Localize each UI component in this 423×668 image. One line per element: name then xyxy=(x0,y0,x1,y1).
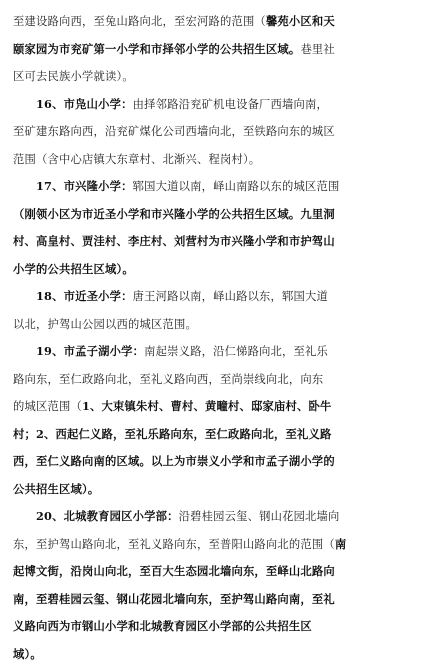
text-segment: 范围（含中心店镇大东章村、北渐兴、程岗村）。 xyxy=(13,153,260,166)
bold-text-segment: 19、市孟子湖小学： xyxy=(13,344,144,358)
text-line xyxy=(13,118,410,146)
text-line xyxy=(13,8,410,36)
bold-text-segment: 域）。 xyxy=(13,647,42,661)
text-line xyxy=(13,146,410,174)
text-line xyxy=(13,91,410,119)
text-line xyxy=(13,503,410,531)
text-segment: 的城区范围（ xyxy=(13,400,82,413)
text-line xyxy=(13,228,410,256)
text-segment: 巷里社 xyxy=(300,43,335,56)
text-line xyxy=(13,641,410,668)
text-segment: 至矿建东路向西，沿兖矿煤化公司西墙向北，至铁路向东的城区 xyxy=(13,125,335,138)
text-line xyxy=(13,448,410,476)
bold-text-segment: 16、市凫山小学： xyxy=(13,97,133,111)
text-line xyxy=(13,558,410,586)
text-segment: 以北，护驾山公园以西的城区范围。 xyxy=(13,318,197,331)
text-segment: 区可去民族小学就读）。 xyxy=(13,70,134,83)
text-line xyxy=(13,613,410,641)
bold-text-segment: 1、大束镇朱村、曹村、黄疃村、邸家庙村、卧牛 xyxy=(82,399,332,413)
bold-text-segment: 西，至仁义路向南的区域。以上为市崇义小学和市孟子湖小学的 xyxy=(13,454,335,468)
text-segment: 郓国大道以南，峄山南路以东的城区范围 xyxy=(133,180,340,193)
bold-text-segment: 17、市兴隆小学： xyxy=(13,179,133,193)
text-line xyxy=(13,201,410,229)
bold-text-segment: 义路向西为市钢山小学和北城教育园区小学部的公共招生区 xyxy=(13,619,312,633)
text-segment: 由择邻路沿兖矿机电设备厂西墙向南， xyxy=(133,98,328,111)
text-line xyxy=(13,36,410,64)
text-segment: 路向东，至仁政路向北，至礼义路向西，至尚崇线向北，向东 xyxy=(13,373,323,386)
bold-text-segment: 颐家园为市兖矿第一小学和市择邻小学的公共招生区域。 xyxy=(13,42,300,56)
text-segment: 唐王河路以南，峄山路以东，郓国大道 xyxy=(133,290,328,303)
text-segment: 东，至护驾山路向北，至礼义路向东，至普阳山路向北的范围（ xyxy=(13,538,335,551)
text-line xyxy=(13,311,410,339)
text-line xyxy=(13,476,410,504)
text-line xyxy=(13,283,410,311)
bold-text-segment: 馨苑小区和天 xyxy=(266,14,335,28)
bold-text-segment: 村、高皇村、贾洼村、李庄村、刘营村为市兴隆小学和市护驾山 xyxy=(13,234,335,248)
bold-text-segment: 公共招生区域）。 xyxy=(13,482,99,496)
text-line xyxy=(13,63,410,91)
text-line xyxy=(13,173,410,201)
bold-text-segment: 小学的公共招生区域）。 xyxy=(13,262,134,276)
bold-text-segment: 起博文街，沿岗山向北，至百大生态园北墙向东，至峄山北路向 xyxy=(13,564,335,578)
bold-text-segment: 南，至碧桂园云玺、钢山花园北墙向东，至护驾山路向南，至礼 xyxy=(13,592,335,606)
text-line xyxy=(13,338,410,366)
text-segment: 沿碧桂园云玺、钢山花园北墙向 xyxy=(179,510,340,523)
bold-text-segment: 南 xyxy=(335,537,347,551)
text-line xyxy=(13,393,410,421)
bold-text-segment: （刚领小区为市近圣小学和市兴隆小学的公共招生区域。九里洞 xyxy=(13,207,335,221)
bold-text-segment: 18、市近圣小学： xyxy=(13,289,133,303)
text-line xyxy=(13,366,410,394)
text-line xyxy=(13,531,410,559)
bold-text-segment: 村；2、西起仁义路，至礼乐路向东，至仁政路向北，至礼义路 xyxy=(13,427,331,441)
text-line xyxy=(13,256,410,284)
text-line xyxy=(13,421,410,449)
text-line xyxy=(13,586,410,614)
text-segment: 南起崇义路，沿仁悌路向北，至礼乐 xyxy=(144,345,328,358)
text-segment: 至建设路向西，至兔山路向北，至宏河路的范围（ xyxy=(13,15,266,28)
bold-text-segment: 20、北城教育园区小学部： xyxy=(13,509,179,523)
